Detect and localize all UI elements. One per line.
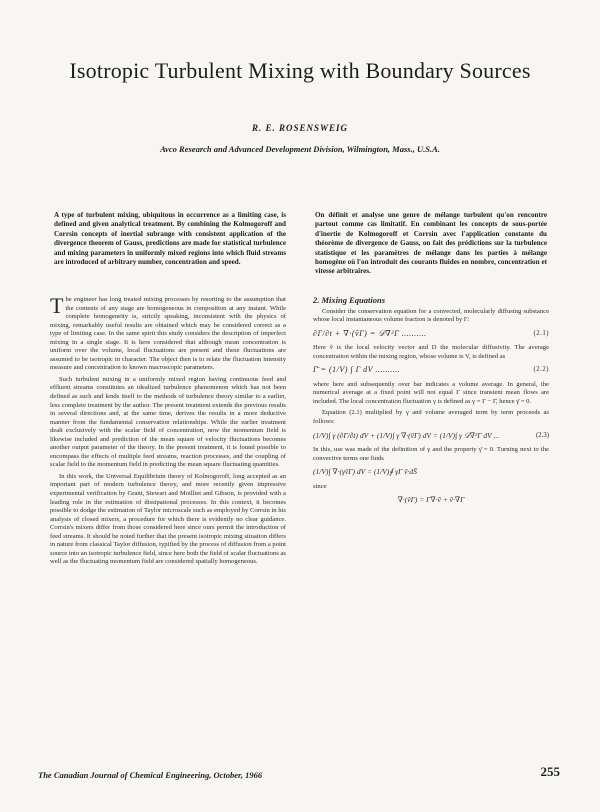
equation-divergence-body: ∇·(ṽΓ) = Γ∇·ṽ + ṽ·∇Γ (397, 495, 465, 505)
equation-convective (313, 468, 549, 477)
equation-2-1-number: (2.1) (533, 329, 549, 337)
section-heading: 2. Mixing Equations (313, 295, 386, 305)
equation-2-1 (313, 330, 549, 339)
intro-paragraph-2: Such turbulent mixing in a uniformly mixed region having continuous feed and effluent streams constitutes an idealized turbulence phenomenon which has not been defined as such and lends itself to the methods of turbulence theory similar to a earlier, less complete treatment by the author. The present treatment extends the previous results in several directions and, at the same time, derives the results in a more deductive manner from the fundamental conservation relationships. While the earlier treatment dealt exclusively with the scalar field of concentration, now the momentum field is likewise included and prediction of the mean square of velocity fluctuations becomes another output parameter of the theory. In the present treatment, it is found possible to encompass the effects of multiple feed streams, reaction processes, and the coupling of scalar field to the momentum field in predicting the mean square fluctuating quantities. (50, 375, 286, 469)
section-paragraph-1: Consider the conservation equation for a convected, molecularly diffusing substance whose local instantaneous volume fraction is denoted by Γ: (313, 307, 549, 324)
intro-paragraph-1-text: he engineer has long treated mixing processes by resorting to the assumption that the contents of any stage are homogeneous in composition at any instant. While complete homogeneity is, strictly speaking, inconsistent with the physics of mixing, remarkably useful results are obtained which may be considered correct as a type of limiting case. In the same spirit this study considers the description of imperfect mixing in a single stage. It is here considered that although mean concentration is uniform over the volume, local fluctuations are present and these fluctuations are assumed to be isotropic in character. The object then is to relate the fluctuation intensity measure and concentration to known macroscopic parameters. (50, 296, 286, 372)
intro-paragraph-3: In this work, the Universal Equilibrium theory of Kolmogoroff, long accepted as an important part of modern turbulence theory, and more recently given impressive experimental verification by Grant, Stewart and Moilliet and Gibson, is provided with a leading role in the estimation of dissipational processes. In this context, it becomes possible to dodge the estimation of Taylor microscale such as employed by Corrsin in his analysis of closed mixers, a procedure for which there is evidently no clear guidance. Corrsin's mixers differ from those considered here since ours permit the introduction of feed streams. It should be noted further that the present isotropic mixing situation differs in nature from classical Taylor diffusion, typified by the process of diffusion from a point source into an isotropic turbulence field, since here both the field of scalar fluctuations as well as the fluctuating momentum field are considered spatially homogeneous. (50, 472, 286, 566)
equation-2-3-body: (1/V)∫ γ (∂Γ/∂t) dV + (1/V)∫ γ ∇·(ṽΓ) dV = (1/V)∫ γ 𝒟∇²Γ dV ... (313, 430, 500, 440)
section-paragraph-4: Equation (2.1) multiplied by γ and volume averaged term by term proceeds as follows: (313, 409, 549, 426)
equation-2-3-number: (2.3) (535, 431, 549, 439)
abstract-english: A type of turbulent mixing, ubiquitous in occurrence as a limiting case, is defined and given analytical treatment. By combining the Kolmogoroff and Corrsin concepts of inertial subrange with consistent application of the divergence theorem of Gauss, predictions are made for statistical turbulence and mixing parameters in uniformly mixed regions into which fluid streams are introduced of arbitrary number, concentration and speed. (54, 211, 286, 267)
section-paragraph-3: where here and subsequently over bar indicates a volume average. In general, the numerical average at a fixed point will not equal Γ since transient mean flows are included. The local concentration fluctuation γ is defined as γ = Γ − Γ̄, hence γ̄ = 0. (313, 380, 549, 405)
abstract-french: On définit et analyse une genre de mélange turbulent qu'on rencontre partout comme cas limitatif. En combinant les concepts de sous-portée d'inertie de Kolmogoroff et Corrsin avec l'application constante du théorème de divergence de Gauss, on fait des prédictions sur la turbulence statistique et les paramètres de mélange dans les parties à mélange homogène où l'on introduit des courants fluides en nombre, concentration et vitesse arbitraires. (315, 211, 547, 276)
equation-2-2-number: (2.2) (533, 366, 549, 374)
equation-divergence (313, 496, 549, 505)
section-paragraph-2: Here ṽ is the local velocity vector and D the molecular diffusivity. The average concentration within the mixing region, whose volume is V, is defined as (313, 344, 549, 360)
intro-paragraph-1 (50, 293, 286, 373)
author-name: R. E. ROSENSWEIG (251, 123, 349, 133)
author-affiliation: Avco Research and Advanced Development Division, Wilmington, Mass., U.S.A. (160, 144, 440, 154)
equation-convective-body: (1/V)∫ ∇·(γṽΓ) dV = (1/V)∮ γΓ ṽ·dS̄ (313, 467, 417, 477)
equation-2-2-body: Γ̄ = (1/V) ∫ Γ dV .......... (313, 365, 401, 375)
page-number: 255 (540, 764, 560, 779)
section-paragraph-6: since (313, 482, 327, 490)
drop-cap: T (50, 293, 64, 318)
section-paragraph-5: In this, use was made of the definition of γ and the property γ̄ = 0. Turning next to the convective terms one finds (313, 446, 549, 462)
right-column (313, 296, 549, 511)
equation-2-1-body: ∂Γ/∂t + ∇·(ṽΓ) = 𝒟∇²Γ .......... (313, 328, 427, 338)
journal-footer: The Canadian Journal of Chemical Engineering, October, 1966 (38, 770, 263, 780)
paper-title: Isotropic Turbulent Mixing with Boundary Sources (69, 58, 531, 83)
equation-2-3 (313, 432, 549, 441)
left-column (50, 293, 286, 570)
equation-2-2 (313, 366, 549, 375)
